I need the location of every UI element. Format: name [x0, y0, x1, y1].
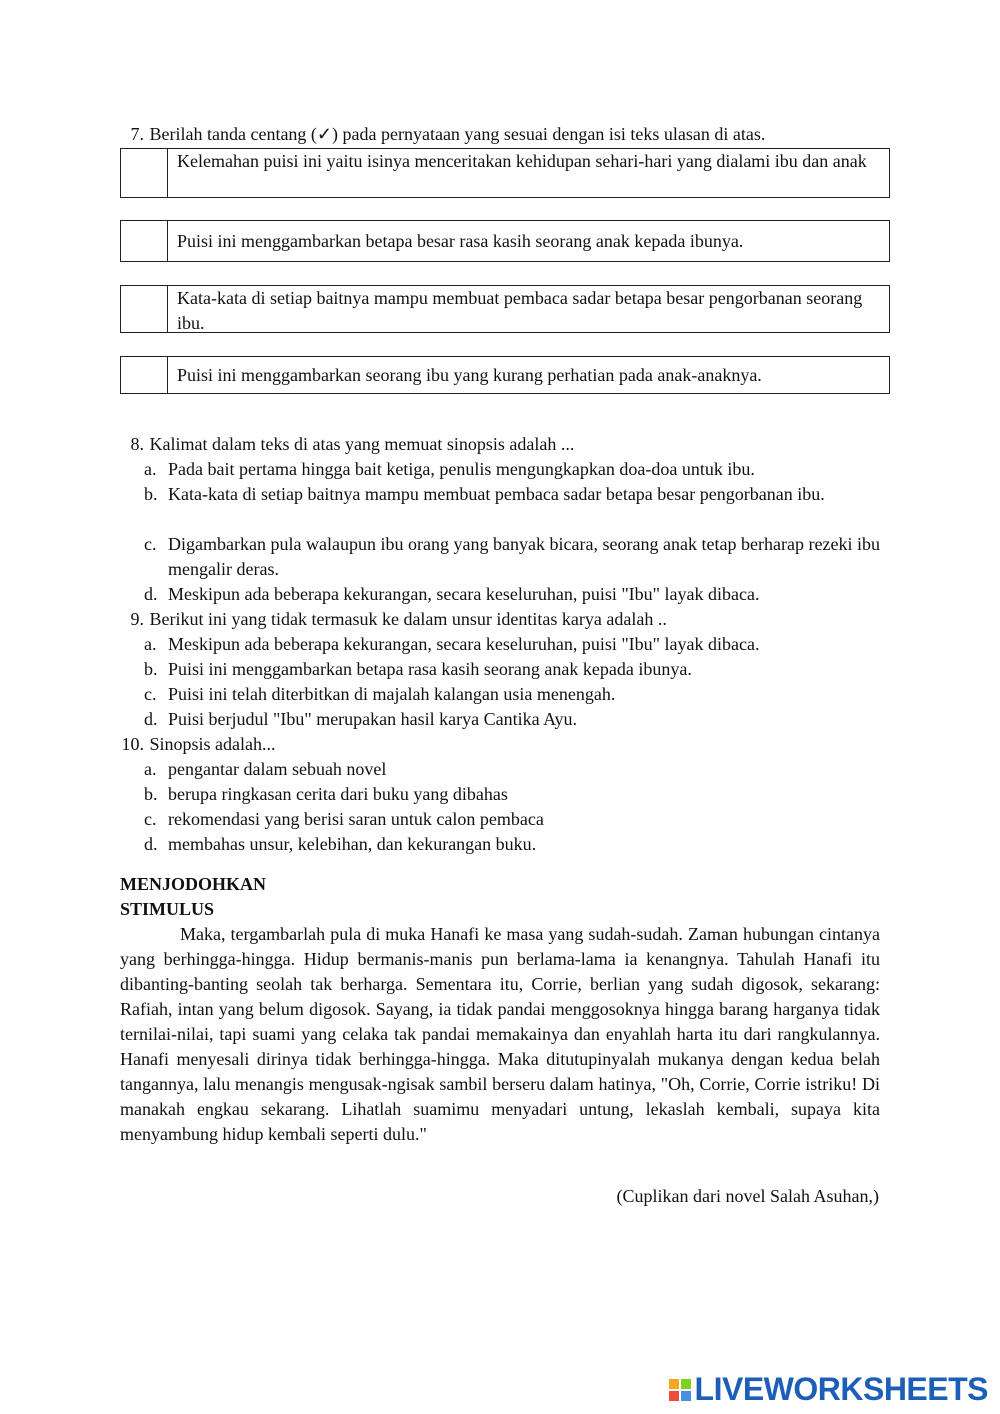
logo-block — [669, 1391, 679, 1401]
q10-option-d[interactable] — [144, 832, 880, 857]
q10-number: 10. — [121, 734, 144, 754]
q10-option-a[interactable] — [144, 757, 880, 782]
option-letter: c. — [144, 684, 157, 704]
logo-block — [681, 1379, 691, 1389]
q8-prompt — [120, 432, 890, 457]
option-text: Puisi ini telah diterbitkan di majalah kalangan usia menengah. — [168, 684, 616, 704]
q10-prompt-text: Sinopsis adalah... — [149, 734, 276, 754]
option-text: Meskipun ada beberapa kekurangan, secara keseluruhan, puisi "Ibu" layak dibaca. — [168, 584, 760, 604]
option-text: berupa ringkasan cerita dari buku yang dibahas — [168, 784, 508, 804]
q7-statement-2 — [120, 220, 890, 262]
q7-checkbox-1[interactable] — [121, 149, 168, 197]
option-letter: b. — [144, 659, 158, 679]
option-text: membahas unsur, kelebihan, dan kekurangan buku. — [168, 834, 537, 854]
option-letter: a. — [144, 759, 157, 779]
q7-statement-3 — [120, 285, 890, 333]
q7-statement-3-text: Kata-kata di setiap baitnya mampu membuat pembaca sadar betapa besar pengorbanan seorang ibu. — [177, 288, 863, 333]
q9-prompt-text: Berikut ini yang tidak termasuk ke dalam unsur identitas karya adalah .. — [149, 609, 667, 629]
liveworksheets-logo — [669, 1371, 988, 1407]
q7-checkbox-2[interactable] — [121, 221, 168, 261]
option-text: Kata-kata di setiap baitnya mampu membuat pembaca sadar betapa besar pengorbanan ibu. — [168, 484, 825, 504]
q7-statement-4-text: Puisi ini menggambarkan seorang ibu yang kurang perhatian pada anak-anaknya. — [177, 364, 762, 385]
option-text: pengantar dalam sebuah novel — [168, 759, 387, 779]
section-subheading: STIMULUS — [120, 899, 215, 919]
q7-prompt-text: Berilah tanda centang (✓) pada pernyataan yang sesuai dengan isi teks ulasan di atas. — [149, 124, 766, 144]
option-text: rekomendasi yang berisi saran untuk calon pembaca — [168, 809, 544, 829]
option-letter: d. — [144, 834, 158, 854]
logo-blocks-icon — [669, 1379, 691, 1401]
q8-number: 8. — [130, 434, 144, 454]
option-letter: c. — [144, 534, 157, 554]
option-letter: c. — [144, 809, 157, 829]
q7-statement-1 — [120, 148, 890, 198]
q7-statement-4 — [120, 356, 890, 394]
q9-option-c[interactable] — [144, 682, 880, 707]
logo-block — [669, 1379, 679, 1389]
option-text: Puisi berjudul "Ibu" merupakan hasil karya Cantika Ayu. — [168, 709, 577, 729]
logo-block — [681, 1391, 691, 1401]
q7-statement-1-text: Kelemahan puisi ini yaitu isinya menceritakan kehidupan sehari-hari yang dialami ibu dan anak — [177, 151, 867, 171]
option-letter: a. — [144, 459, 157, 479]
q9-option-b[interactable] — [144, 657, 880, 682]
q8-prompt-text: Kalimat dalam teks di atas yang memuat sinopsis adalah ... — [149, 434, 575, 454]
logo-text: LIVEWORKSHEETS — [694, 1371, 988, 1407]
q7-checkbox-4[interactable] — [121, 357, 168, 393]
stimulus-passage — [120, 922, 880, 1147]
option-letter: b. — [144, 784, 158, 804]
q9-option-a[interactable] — [144, 632, 880, 657]
q9-prompt — [120, 607, 890, 632]
q10-option-c[interactable] — [144, 807, 880, 832]
section-heading: MENJODOHKAN — [120, 874, 266, 894]
q8-option-b[interactable] — [144, 482, 880, 507]
q7-prompt — [120, 122, 890, 147]
q7-checkbox-3[interactable] — [121, 286, 168, 332]
q8-option-c[interactable] — [144, 532, 880, 582]
option-letter: a. — [144, 634, 157, 654]
q10-option-b[interactable] — [144, 782, 880, 807]
option-text: Puisi ini menggambarkan betapa rasa kasih seorang anak kepada ibunya. — [168, 659, 692, 679]
option-text: Pada bait pertama hingga bait ketiga, penulis mengungkapkan doa-doa untuk ibu. — [168, 459, 755, 479]
passage-source: (Cuplikan dari novel Salah Asuhan,) — [616, 1186, 879, 1206]
option-text: Digambarkan pula walaupun ibu orang yang banyak bicara, seorang anak tetap berharap rezeki ibu mengalir deras. — [168, 534, 880, 579]
option-letter: b. — [144, 484, 158, 504]
q9-number: 9. — [130, 609, 144, 629]
q9-option-d[interactable] — [144, 707, 880, 732]
option-letter: d. — [144, 709, 158, 729]
option-text: Meskipun ada beberapa kekurangan, secara keseluruhan, puisi "Ibu" layak dibaca. — [168, 634, 760, 654]
stimulus-passage-text: Maka, tergambarlah pula di muka Hanafi ke masa yang sudah-sudah. Zaman hubungan cintanya yang berhingga-hingga. Hidup bermanis-manis pun berlama-lama ia kenangnya. Tahulah Hanafi itu dibanting-banting seolah tak berharga. Sementara itu, Corrie, berlian yang sudah digosok, sekarang: Rafiah, intan yang belum digosok. Sayang, ia tidak pandai menggosoknya hingga barang harganya tidak ternilai-nilai, tapi suami yang celaka tak pandai memakainya dan enyahlah harta itu dari rangkulannya. Hanafi menyesali dirinya tidak berhingga-hingga. Maka ditutupinyalah mukanya dengan kedua belah tangannya, lalu menangis mengusak-ngisak sambil berseru dalam hatinya, "Oh, Corrie, Corrie istriku! Di manakah engkau sekarang. Lihatlah suamimu menyadari untung, lekaslah kembali, supaya kita menyambung hidup kembali seperti dulu." — [120, 924, 880, 1144]
q7-number: 7. — [130, 124, 144, 144]
q8-option-d[interactable] — [144, 582, 880, 607]
q8-option-a[interactable] — [144, 457, 880, 482]
q7-statement-2-text: Puisi ini menggambarkan betapa besar rasa kasih seorang anak kepada ibunya. — [177, 230, 744, 251]
option-letter: d. — [144, 584, 158, 604]
q10-prompt — [120, 732, 890, 757]
